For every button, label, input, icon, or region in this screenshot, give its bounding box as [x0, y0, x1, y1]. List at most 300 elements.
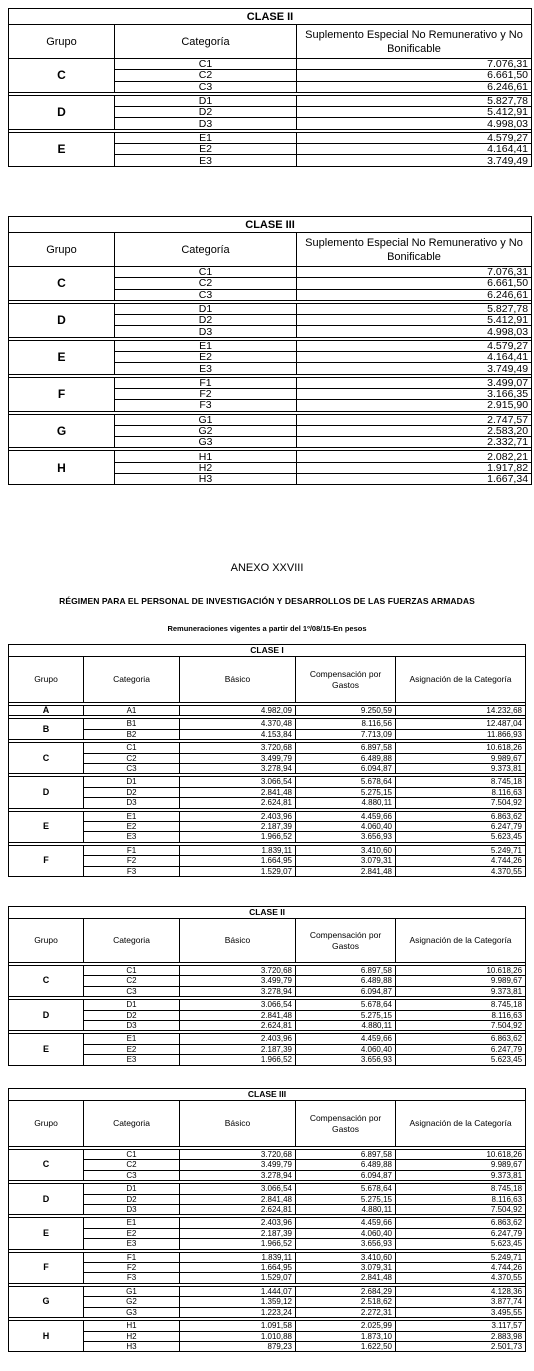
suplemento-cell: 3.499,07 — [297, 377, 532, 388]
group-cell: C — [9, 1150, 84, 1181]
remuneration-table-top-2 — [8, 216, 532, 485]
table-row — [9, 787, 526, 797]
category-cell: C3 — [84, 986, 180, 996]
remuneration-table-top-1 — [8, 8, 532, 167]
table-row — [9, 451, 532, 462]
table-row — [9, 303, 532, 314]
suplemento-cell: 5.412,91 — [297, 315, 532, 326]
compensacion-cell: 3.410,60 — [296, 845, 396, 855]
category-cell: E3 — [115, 363, 297, 374]
compensacion-cell: 6.489,88 — [296, 976, 396, 986]
column-header-basico: Básico — [180, 657, 296, 703]
suplemento-cell: 7.076,31 — [297, 59, 532, 70]
group-cell: A — [9, 706, 84, 716]
category-cell: F1 — [84, 845, 180, 855]
group-cell: H — [9, 451, 115, 485]
suplemento-cell: 4.998,03 — [297, 118, 532, 129]
suplemento-cell: 4.998,03 — [297, 326, 532, 337]
table-row — [9, 1321, 526, 1331]
group-cell: E — [9, 1034, 84, 1065]
compensacion-cell: 3.079,31 — [296, 856, 396, 866]
group-cell: D — [9, 95, 115, 129]
category-cell: E3 — [84, 1239, 180, 1249]
table-row — [9, 1273, 526, 1283]
category-cell: H3 — [84, 1341, 180, 1351]
group-cell: H — [9, 1321, 84, 1352]
asignacion-cell: 10.618,26 — [396, 966, 526, 976]
table-row — [9, 1055, 526, 1065]
compensacion-cell: 6.489,88 — [296, 1160, 396, 1170]
table-row — [9, 1044, 526, 1054]
basico-cell: 1.966,52 — [180, 832, 296, 842]
table-row — [9, 1000, 526, 1010]
annex-heading: ANEXO XXVIII — [230, 562, 304, 574]
table-row — [9, 1228, 526, 1238]
asignacion-cell: 5.249,71 — [396, 845, 526, 855]
table-row — [9, 764, 526, 774]
basico-cell: 1.223,24 — [180, 1307, 296, 1317]
column-header-compensacion: Compensación por Gastos — [296, 657, 396, 703]
table-row — [9, 1252, 526, 1262]
asignacion-cell: 8.116,63 — [396, 787, 526, 797]
table-row — [9, 966, 526, 976]
category-cell: G2 — [115, 425, 297, 436]
column-header-categoria: Categoria — [84, 657, 180, 703]
category-cell: E2 — [115, 144, 297, 155]
asignacion-cell: 9.989,67 — [396, 1160, 526, 1170]
table-row — [9, 1286, 526, 1296]
column-header-compensacion: Compensación por Gastos — [296, 1101, 396, 1147]
compensacion-cell: 4.060,40 — [296, 1228, 396, 1238]
compensacion-cell: 3.656,93 — [296, 1055, 396, 1065]
category-cell: D2 — [84, 1194, 180, 1204]
table-row — [9, 267, 532, 278]
table-row — [9, 1184, 526, 1194]
table-row — [9, 719, 526, 729]
group-cell: F — [9, 845, 84, 876]
category-cell: F3 — [115, 400, 297, 411]
table-row — [9, 1170, 526, 1180]
basico-cell: 1.839,11 — [180, 1252, 296, 1262]
table-row — [9, 822, 526, 832]
compensacion-cell: 2.518,62 — [296, 1297, 396, 1307]
compensacion-cell: 3.410,60 — [296, 1252, 396, 1262]
category-cell: E1 — [84, 1034, 180, 1044]
compensacion-cell: 6.897,58 — [296, 1150, 396, 1160]
table-caption: CLASE II — [9, 907, 526, 919]
asignacion-cell: 14.232,68 — [396, 706, 526, 716]
column-header-asignacion: Asignación de la Categoría — [396, 1101, 526, 1147]
suplemento-cell: 6.246,61 — [297, 81, 532, 92]
column-header-basico: Básico — [180, 919, 296, 963]
column-header-suplemento: Suplemento Especial No Remunerativo y No Bonificable — [297, 233, 532, 267]
category-cell: F2 — [84, 856, 180, 866]
asignacion-cell: 6.863,62 — [396, 811, 526, 821]
basico-cell: 879,23 — [180, 1341, 296, 1351]
table-caption: CLASE II — [9, 9, 532, 25]
category-cell: A1 — [84, 706, 180, 716]
asignacion-cell: 5.249,71 — [396, 1252, 526, 1262]
basico-cell: 3.499,79 — [180, 1160, 296, 1170]
column-header-grupo: Grupo — [9, 25, 115, 59]
compensacion-cell: 2.841,48 — [296, 866, 396, 876]
suplemento-cell: 4.164,41 — [297, 352, 532, 363]
basico-cell: 1.839,11 — [180, 845, 296, 855]
group-cell: C — [9, 966, 84, 997]
group-cell: D — [9, 1184, 84, 1215]
asignacion-cell: 7.504,92 — [396, 1021, 526, 1031]
remuneration-table-clase-1 — [8, 644, 526, 877]
asignacion-cell: 8.745,18 — [396, 1000, 526, 1010]
category-cell: B1 — [84, 719, 180, 729]
table-row — [9, 1263, 526, 1273]
category-cell: F3 — [84, 1273, 180, 1283]
category-cell: D3 — [115, 118, 297, 129]
table-row — [9, 976, 526, 986]
table-row — [9, 811, 526, 821]
suplemento-cell: 5.412,91 — [297, 107, 532, 118]
basico-cell: 2.403,96 — [180, 1034, 296, 1044]
category-cell: E2 — [84, 1044, 180, 1054]
basico-cell: 4.370,48 — [180, 719, 296, 729]
compensacion-cell: 4.459,66 — [296, 1218, 396, 1228]
compensacion-cell: 3.656,93 — [296, 1239, 396, 1249]
asignacion-cell: 7.504,92 — [396, 798, 526, 808]
category-cell: E3 — [115, 155, 297, 166]
table-row — [9, 729, 526, 739]
suplemento-cell: 1.667,34 — [297, 474, 532, 485]
table-row — [9, 856, 526, 866]
basico-cell: 2.403,96 — [180, 811, 296, 821]
group-cell: E — [9, 132, 115, 166]
basico-cell: 2.624,81 — [180, 1021, 296, 1031]
group-cell: G — [9, 414, 115, 448]
compensacion-cell: 2.272,31 — [296, 1307, 396, 1317]
remuneration-table-clase-2 — [8, 906, 526, 1066]
basico-cell: 1.664,95 — [180, 1263, 296, 1273]
basico-cell: 1.010,88 — [180, 1331, 296, 1341]
compensacion-cell: 6.094,87 — [296, 986, 396, 996]
category-cell: C1 — [84, 1150, 180, 1160]
asignacion-cell: 2.883,98 — [396, 1331, 526, 1341]
category-cell: H1 — [115, 451, 297, 462]
category-cell: G2 — [84, 1297, 180, 1307]
table-row — [9, 986, 526, 996]
compensacion-cell: 4.880,11 — [296, 798, 396, 808]
asignacion-cell: 2.501,73 — [396, 1341, 526, 1351]
suplemento-cell: 3.749,49 — [297, 155, 532, 166]
document-title: RÉGIMEN PARA EL PERSONAL DE INVESTIGACIÓN Y DESARROLLOS DE LAS FUERZAS ARMADAS — [59, 596, 475, 606]
asignacion-cell: 6.247,79 — [396, 822, 526, 832]
basico-cell: 3.278,94 — [180, 986, 296, 996]
table-row — [9, 743, 526, 753]
asignacion-cell: 8.745,18 — [396, 1184, 526, 1194]
asignacion-cell: 8.745,18 — [396, 777, 526, 787]
asignacion-cell: 9.373,81 — [396, 764, 526, 774]
compensacion-cell: 2.684,29 — [296, 1286, 396, 1296]
suplemento-cell: 2.747,57 — [297, 414, 532, 425]
basico-cell: 3.720,68 — [180, 1150, 296, 1160]
category-cell: B2 — [84, 729, 180, 739]
basico-cell: 4.982,09 — [180, 706, 296, 716]
compensacion-cell: 6.897,58 — [296, 966, 396, 976]
group-cell: F — [9, 377, 115, 411]
category-cell: C2 — [115, 278, 297, 289]
table-row — [9, 706, 526, 716]
group-cell: C — [9, 59, 115, 93]
category-cell: E2 — [84, 822, 180, 832]
suplemento-cell: 6.661,50 — [297, 278, 532, 289]
asignacion-cell: 9.373,81 — [396, 1170, 526, 1180]
category-cell: D1 — [84, 1184, 180, 1194]
category-cell: D3 — [84, 1205, 180, 1215]
category-cell: D2 — [84, 1010, 180, 1020]
group-cell: G — [9, 1286, 84, 1317]
basico-cell: 1.091,58 — [180, 1321, 296, 1331]
asignacion-cell: 3.495,55 — [396, 1307, 526, 1317]
suplemento-cell: 1.917,82 — [297, 462, 532, 473]
asignacion-cell: 7.504,92 — [396, 1205, 526, 1215]
table-row — [9, 1205, 526, 1215]
group-cell: E — [9, 340, 115, 374]
table-row — [9, 340, 532, 351]
compensacion-cell: 6.489,88 — [296, 753, 396, 763]
compensacion-cell: 5.678,64 — [296, 777, 396, 787]
asignacion-cell: 8.116,63 — [396, 1010, 526, 1020]
asignacion-cell: 6.247,79 — [396, 1044, 526, 1054]
category-cell: C2 — [84, 976, 180, 986]
table-row — [9, 1218, 526, 1228]
basico-cell: 2.187,39 — [180, 822, 296, 832]
category-cell: H1 — [84, 1321, 180, 1331]
category-cell: E3 — [84, 1055, 180, 1065]
category-cell: D2 — [115, 315, 297, 326]
table-row — [9, 95, 532, 106]
group-cell: C — [9, 743, 84, 774]
basico-cell: 1.529,07 — [180, 866, 296, 876]
asignacion-cell: 5.623,45 — [396, 1239, 526, 1249]
category-cell: C2 — [84, 753, 180, 763]
basico-cell: 1.444,07 — [180, 1286, 296, 1296]
category-cell: E1 — [115, 340, 297, 351]
table-row — [9, 866, 526, 876]
compensacion-cell: 7.713,09 — [296, 729, 396, 739]
basico-cell: 3.720,68 — [180, 743, 296, 753]
basico-cell: 3.499,79 — [180, 976, 296, 986]
table-row — [9, 1307, 526, 1317]
category-cell: C1 — [84, 966, 180, 976]
compensacion-cell: 8.116,56 — [296, 719, 396, 729]
category-cell: E1 — [84, 1218, 180, 1228]
compensacion-cell: 5.275,15 — [296, 787, 396, 797]
document-subtitle: Remuneraciones vigentes a partir del 1º/08/15-En pesos — [167, 624, 367, 633]
suplemento-cell: 5.827,78 — [297, 95, 532, 106]
compensacion-cell: 9.250,59 — [296, 706, 396, 716]
asignacion-cell: 6.863,62 — [396, 1034, 526, 1044]
column-header-suplemento: Suplemento Especial No Remunerativo y No Bonificable — [297, 25, 532, 59]
asignacion-cell: 11.866,93 — [396, 729, 526, 739]
group-cell: D — [9, 1000, 84, 1031]
category-cell: C2 — [115, 70, 297, 81]
column-header-grupo: Grupo — [9, 1101, 84, 1147]
table-row — [9, 1331, 526, 1341]
basico-cell: 2.187,39 — [180, 1228, 296, 1238]
asignacion-cell: 10.618,26 — [396, 743, 526, 753]
compensacion-cell: 3.656,93 — [296, 832, 396, 842]
compensacion-cell: 6.897,58 — [296, 743, 396, 753]
category-cell: F1 — [115, 377, 297, 388]
category-cell: C1 — [115, 59, 297, 70]
group-cell: E — [9, 811, 84, 842]
suplemento-cell: 4.579,27 — [297, 340, 532, 351]
asignacion-cell: 4.128,36 — [396, 1286, 526, 1296]
category-cell: H3 — [115, 474, 297, 485]
compensacion-cell: 4.060,40 — [296, 822, 396, 832]
suplemento-cell: 3.166,35 — [297, 388, 532, 399]
asignacion-cell: 12.487,04 — [396, 719, 526, 729]
table-row — [9, 1239, 526, 1249]
basico-cell: 3.720,68 — [180, 966, 296, 976]
category-cell: F2 — [115, 388, 297, 399]
compensacion-cell: 1.622,50 — [296, 1341, 396, 1351]
category-cell: C3 — [115, 289, 297, 300]
compensacion-cell: 3.079,31 — [296, 1263, 396, 1273]
suplemento-cell: 6.246,61 — [297, 289, 532, 300]
suplemento-cell: 4.579,27 — [297, 132, 532, 143]
column-header-categoria: Categoría — [115, 25, 297, 59]
table-row — [9, 1150, 526, 1160]
basico-cell: 4.153,84 — [180, 729, 296, 739]
column-header-asignacion: Asignación de la Categoría — [396, 919, 526, 963]
table-caption: CLASE III — [9, 1089, 526, 1101]
category-cell: D1 — [84, 1000, 180, 1010]
basico-cell: 3.066,54 — [180, 1184, 296, 1194]
category-cell: H2 — [84, 1331, 180, 1341]
category-cell: D3 — [84, 1021, 180, 1031]
group-cell: F — [9, 1252, 84, 1283]
basico-cell: 3.278,94 — [180, 1170, 296, 1180]
basico-cell: 3.066,54 — [180, 777, 296, 787]
group-cell: B — [9, 719, 84, 740]
group-cell: E — [9, 1218, 84, 1249]
basico-cell: 1.529,07 — [180, 1273, 296, 1283]
column-header-categoria: Categoria — [84, 919, 180, 963]
basico-cell: 2.841,48 — [180, 1194, 296, 1204]
basico-cell: 2.403,96 — [180, 1218, 296, 1228]
basico-cell: 3.066,54 — [180, 1000, 296, 1010]
basico-cell: 2.841,48 — [180, 787, 296, 797]
category-cell: D2 — [84, 787, 180, 797]
group-cell: D — [9, 303, 115, 337]
category-cell: G3 — [84, 1307, 180, 1317]
category-cell: F2 — [84, 1263, 180, 1273]
table-caption: CLASE III — [9, 217, 532, 233]
category-cell: D2 — [115, 107, 297, 118]
category-cell: D1 — [115, 95, 297, 106]
suplemento-cell: 7.076,31 — [297, 267, 532, 278]
column-header-grupo: Grupo — [9, 657, 84, 703]
asignacion-cell: 3.117,57 — [396, 1321, 526, 1331]
group-cell: C — [9, 267, 115, 301]
category-cell: E3 — [84, 832, 180, 842]
compensacion-cell: 4.880,11 — [296, 1021, 396, 1031]
table-row — [9, 1010, 526, 1020]
compensacion-cell: 2.025,99 — [296, 1321, 396, 1331]
table-row — [9, 414, 532, 425]
table-row — [9, 1341, 526, 1351]
category-cell: D1 — [115, 303, 297, 314]
compensacion-cell: 6.094,87 — [296, 1170, 396, 1180]
remuneration-table-clase-3 — [8, 1088, 526, 1352]
category-cell: E1 — [84, 811, 180, 821]
compensacion-cell: 5.678,64 — [296, 1184, 396, 1194]
category-cell: D1 — [84, 777, 180, 787]
compensacion-cell: 2.841,48 — [296, 1273, 396, 1283]
category-cell: H2 — [115, 462, 297, 473]
category-cell: E1 — [115, 132, 297, 143]
basico-cell: 2.624,81 — [180, 798, 296, 808]
compensacion-cell: 5.275,15 — [296, 1194, 396, 1204]
category-cell: C3 — [84, 1170, 180, 1180]
compensacion-cell: 4.459,66 — [296, 1034, 396, 1044]
asignacion-cell: 4.744,26 — [396, 856, 526, 866]
basico-cell: 2.841,48 — [180, 1010, 296, 1020]
table-row — [9, 1034, 526, 1044]
table-caption: CLASE I — [9, 645, 526, 657]
basico-cell: 2.624,81 — [180, 1205, 296, 1215]
category-cell: E2 — [84, 1228, 180, 1238]
asignacion-cell: 9.989,67 — [396, 976, 526, 986]
category-cell: F1 — [84, 1252, 180, 1262]
suplemento-cell: 4.164,41 — [297, 144, 532, 155]
table-row — [9, 753, 526, 763]
category-cell: E2 — [115, 352, 297, 363]
asignacion-cell: 4.370,55 — [396, 1273, 526, 1283]
basico-cell: 2.187,39 — [180, 1044, 296, 1054]
asignacion-cell: 5.623,45 — [396, 832, 526, 842]
suplemento-cell: 2.082,21 — [297, 451, 532, 462]
column-header-categoria: Categoria — [84, 1101, 180, 1147]
category-cell: C1 — [84, 743, 180, 753]
table-row — [9, 1297, 526, 1307]
category-cell: C3 — [115, 81, 297, 92]
column-header-grupo: Grupo — [9, 919, 84, 963]
category-cell: C2 — [84, 1160, 180, 1170]
table-row — [9, 1021, 526, 1031]
column-header-grupo: Grupo — [9, 233, 115, 267]
table-row — [9, 832, 526, 842]
table-row — [9, 777, 526, 787]
table-row — [9, 1160, 526, 1170]
compensacion-cell: 1.873,10 — [296, 1331, 396, 1341]
table-row — [9, 1194, 526, 1204]
asignacion-cell: 10.618,26 — [396, 1150, 526, 1160]
asignacion-cell: 5.623,45 — [396, 1055, 526, 1065]
basico-cell: 1.359,12 — [180, 1297, 296, 1307]
category-cell: C1 — [115, 267, 297, 278]
category-cell: C3 — [84, 764, 180, 774]
category-cell: G1 — [84, 1286, 180, 1296]
table-row — [9, 132, 532, 143]
column-header-compensacion: Compensación por Gastos — [296, 919, 396, 963]
asignacion-cell: 6.247,79 — [396, 1228, 526, 1238]
basico-cell: 1.664,95 — [180, 856, 296, 866]
group-cell: D — [9, 777, 84, 808]
asignacion-cell: 6.863,62 — [396, 1218, 526, 1228]
suplemento-cell: 2.915,90 — [297, 400, 532, 411]
suplemento-cell: 6.661,50 — [297, 70, 532, 81]
basico-cell: 3.499,79 — [180, 753, 296, 763]
